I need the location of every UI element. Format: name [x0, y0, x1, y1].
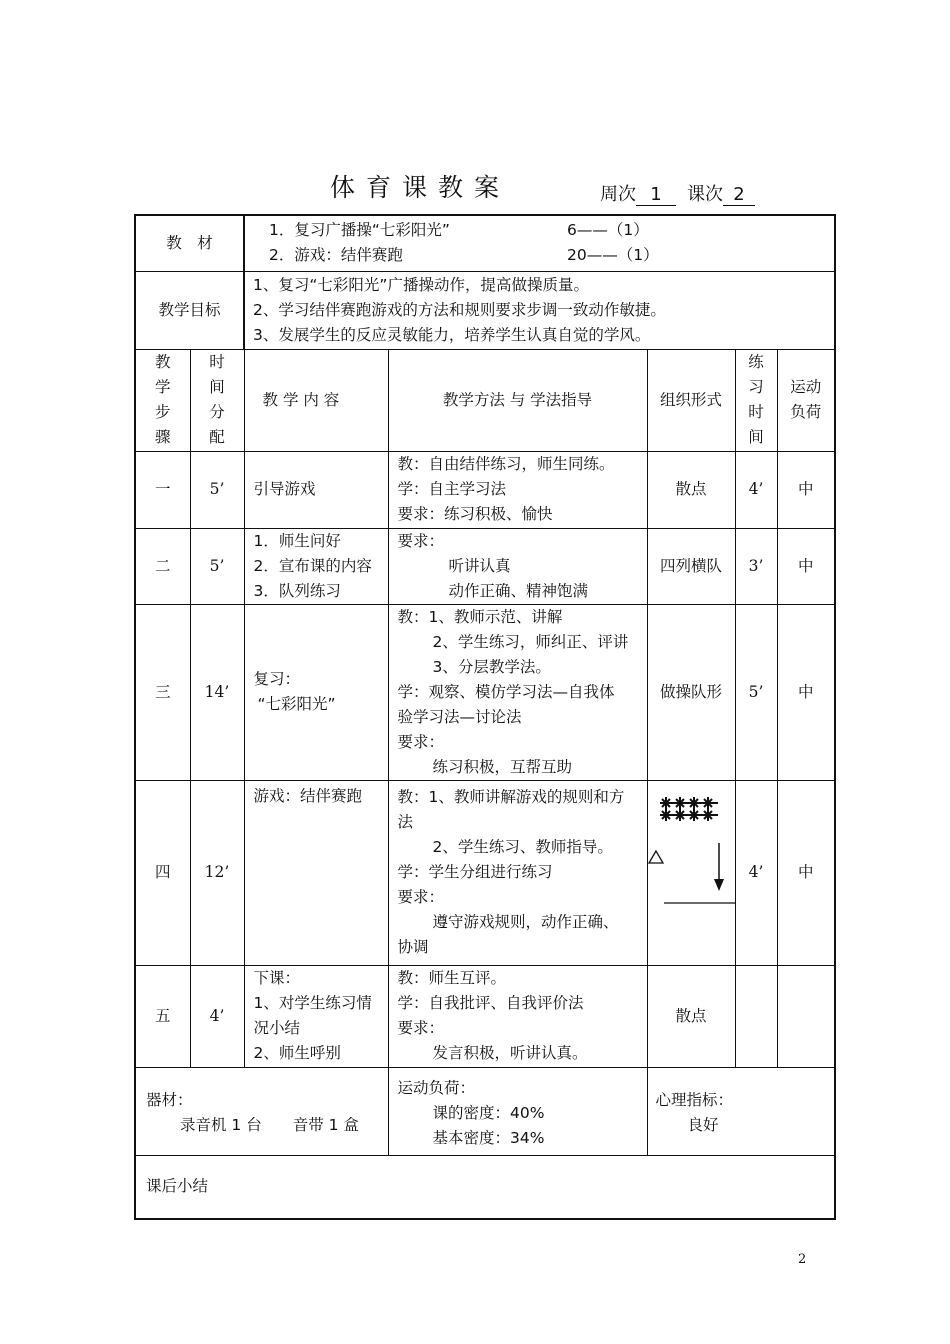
- time-cell: 4’: [190, 965, 244, 1067]
- lesson-value: 2: [723, 184, 755, 206]
- method-cell: 要求： 听讲认真 动作正确、精神饱满: [388, 528, 647, 604]
- week-field: [600, 180, 676, 206]
- summary-cell: [135, 1155, 835, 1219]
- objective-item: 1、复习“七彩阳光”广播操动作，提高做操质量。: [253, 275, 589, 294]
- week-label: 周次: [600, 184, 636, 205]
- load-cell: 中: [777, 528, 835, 604]
- load-cell: 中: [777, 780, 835, 965]
- objectives-content: [244, 271, 835, 349]
- col-header-org: 组织形式: [647, 349, 735, 451]
- practice-cell: [735, 965, 777, 1067]
- table-row: [135, 528, 835, 604]
- col-header-time: 时间分配: [190, 349, 244, 451]
- step-cell: 一: [135, 451, 190, 528]
- time-cell: 5’: [190, 451, 244, 528]
- method-cell: 教：1、教师讲解游戏的规则和方 法 2、学生练习、教师指导。 学：学生分组进行练习 要求： 遵守游戏规则，动作正确、 协调: [388, 780, 647, 965]
- exercise-load-cell: [388, 1067, 647, 1155]
- org-diagram-cell: [647, 780, 735, 965]
- week-value: 1: [636, 184, 676, 206]
- materials-content: [244, 215, 835, 271]
- basic-density: 基本密度：34%: [432, 1128, 545, 1147]
- content-cell: 引导游戏: [244, 451, 388, 528]
- lesson-density: 课的密度：40%: [432, 1103, 545, 1122]
- org-cell: 四列横队: [647, 528, 735, 604]
- objective-item: 3、发展学生的反应灵敏能力，培养学生认真自觉的学风。: [253, 325, 651, 344]
- practice-cell: 5’: [735, 604, 777, 780]
- objectives-label: 教学目标: [135, 271, 244, 349]
- psych-value: 良好: [687, 1115, 719, 1134]
- run-direction-arrow-icon: [714, 843, 724, 891]
- table-row: [135, 780, 835, 965]
- org-cell: 散点: [647, 965, 735, 1067]
- method-cell: 教：自由结伴练习，师生同练。 学：自主学习法 要求：练习积极、愉快: [388, 451, 647, 528]
- load-cell: 中: [777, 604, 835, 780]
- practice-cell: 3’: [735, 528, 777, 604]
- content-cell: 复习： “七彩阳光”: [244, 604, 388, 780]
- load-cell: 中: [777, 451, 835, 528]
- column-header-row: [135, 349, 835, 451]
- summary-row: [135, 1155, 835, 1219]
- material-item: 2．游戏：结伴赛跑 20——（1）: [269, 246, 659, 265]
- col-header-step: 教学步骤: [135, 349, 190, 451]
- content-cell: 1．师生问好 2．宣布课的内容 3．队列练习: [244, 528, 388, 604]
- equipment-items: 录音机 1 台 音带 1 盒: [180, 1115, 359, 1134]
- exercise-load-label: 运动负荷：: [397, 1078, 476, 1097]
- footer-info-row: [135, 1067, 835, 1155]
- col-header-load: 运动负荷: [777, 349, 835, 451]
- materials-label: 教 材: [135, 215, 244, 271]
- col-header-content: 教 学 内 容: [244, 349, 388, 451]
- table-row: [135, 451, 835, 528]
- summary-label: 课后小结: [146, 1177, 209, 1196]
- step-cell: 四: [135, 780, 190, 965]
- lesson-plan-table: [134, 214, 836, 1220]
- objective-item: 2、学习结伴赛跑游戏的方法和规则要求步调一致动作敏捷。: [253, 300, 666, 319]
- equipment-label: 器材：: [146, 1090, 193, 1109]
- practice-cell: 4’: [735, 780, 777, 965]
- table-row: [135, 965, 835, 1067]
- time-cell: 5’: [190, 528, 244, 604]
- lesson-field: [687, 180, 755, 206]
- material-item: 1．复习广播操“七彩阳光” 6——（1）: [269, 221, 649, 240]
- load-cell: [777, 965, 835, 1067]
- game-formation-diagram: [648, 781, 736, 957]
- time-cell: 12’: [190, 780, 244, 965]
- content-cell: 游戏：结伴赛跑: [244, 780, 388, 965]
- org-cell: 做操队形: [647, 604, 735, 780]
- psych-cell: [647, 1067, 835, 1155]
- content-cell: 下课： 1、对学生练习情 况小结 2、师生呼别: [244, 965, 388, 1067]
- time-cell: 14’: [190, 604, 244, 780]
- student-formation-icon: [660, 797, 718, 821]
- practice-cell: 4’: [735, 451, 777, 528]
- table-row: [135, 604, 835, 780]
- step-cell: 五: [135, 965, 190, 1067]
- col-header-method: 教学方法 与 学法指导: [388, 349, 647, 451]
- page-title: 体育课教案: [330, 173, 511, 202]
- method-cell: 教：师生互评。 学：自我批评、自我评价法 要求： 发言积极，听讲认真。: [388, 965, 647, 1067]
- equipment-cell: [135, 1067, 388, 1155]
- objectives-row: [135, 271, 835, 349]
- step-cell: 二: [135, 528, 190, 604]
- lesson-label: 课次: [687, 184, 723, 205]
- materials-row: [135, 215, 835, 271]
- page-number: 2: [798, 1252, 807, 1267]
- col-header-practice: 练习时间: [735, 349, 777, 451]
- psych-label: 心理指标：: [655, 1090, 734, 1109]
- step-cell: 三: [135, 604, 190, 780]
- method-cell: 教：1、教师示范、讲解 2、学生练习，师纠正、评讲 3、分层教学法。 学：观察、模仿学习法—自我体 验学习法—讨论法 要求： 练习积极，互帮互助: [388, 604, 647, 780]
- teacher-triangle-icon: [649, 851, 663, 863]
- org-cell: 散点: [647, 451, 735, 528]
